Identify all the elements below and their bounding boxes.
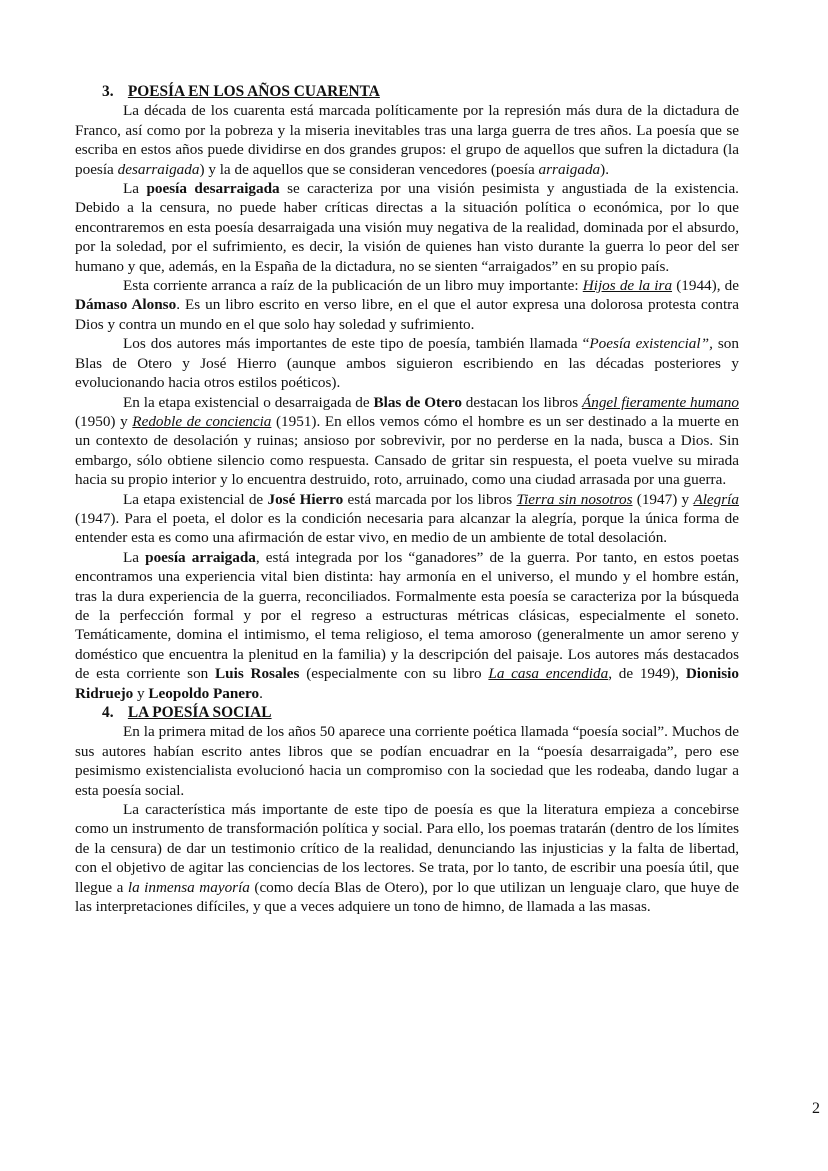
section-3-heading xyxy=(75,82,739,101)
section-number: 3. xyxy=(102,83,114,100)
section-number: 4. xyxy=(102,704,114,721)
book-title: Hijos de la ira xyxy=(582,277,673,295)
paragraph: En la primera mitad de los años 50 aparece una corriente poética llamada “poesía social”. Muchos de sus autores habían escrito antes libros que se podían encuadrar en la “poesía desarraigada”, pero ese pesimismo existencialista evolucionó hacia un compromiso con la sociedad que les rodeaba, dando lugar a esta poesía social. xyxy=(75,723,739,799)
book-title: Redoble de conciencia xyxy=(132,412,272,430)
paragraph: La poesía desarraigada se caracteriza por una visión pesimista y angustiada de la existencia. Debido a la censura, no puede haber críticas directas a la situación política o económica, por lo que encontraremos en esta poesía desarraigada una visión muy negativa de la realidad, dominada por el absurdo, por la soledad, por el sufrimiento, es decir, la visión de quienes han visto durante la guerra lo peor del ser humano y que, además, en la España de la dictadura, no se sienten “arraigados” en su propio país. xyxy=(75,180,739,275)
document-page xyxy=(75,82,739,916)
book-title: Alegría xyxy=(693,490,739,508)
paragraph: La poesía arraigada, está integrada por los “ganadores” de la guerra. Por tanto, en estos poetas encontramos una experiencia vital bien distinta: hay armonía en el universo, el mundo y el hombre están, tras la dura experiencia de la guerra, reconciliados. Formalmente esta poesía se caracteriza por la búsqueda de la perfección formal y por el regreso a estructuras métricas clásicas, especialmente el soneto. Temáticamente, domina el intimismo, el tema religioso, el tema amoroso (generalmente un amor sereno y doméstico que encuentra la plenitud en la familia) y la descripción del paisaje. Los autores más destacados de esta corriente son Luis Rosales (especialmente con su libro La casa encendida, de 1949), Dionisio Ridruejo y Leopoldo Panero. xyxy=(75,548,739,702)
paragraph: La característica más importante de este tipo de poesía es que la literatura empieza a concebirse como un instrumento de transformación política y social. Para ello, los poemas tratarán (dentro de los límites de la censura) de dar un testimonio crítico de la realidad, denunciando las injusticias y la falta de libertad, con el objetivo de agitar las conciencias de los lectores. Se trata, por lo tanto, de escribir una poesía útil, que llegue a la inmensa mayoría (como decía Blas de Otero), por lo que utilizan un lenguaje claro, que huye de las interpretaciones difíciles, y que a veces adquiere un tono de himno, de llamada a las masas. xyxy=(75,801,739,916)
paragraph: La etapa existencial de José Hierro está marcada por los libros Tierra sin nosotros (1947) y Alegría (1947). Para el poeta, el dolor es la condición necesaria para alcanzar la alegría, porque la única forma de entender esta es como una afirmación de estar vivo, en medio de un ambiente de total desolación. xyxy=(75,490,739,547)
page-number: 2 xyxy=(812,1100,820,1117)
book-title: Tierra sin nosotros xyxy=(516,490,633,508)
paragraph: La década de los cuarenta está marcada políticamente por la represión más dura de la dictadura de Franco, así como por la pobreza y la miseria inevitables tras una larga guerra de tres años. La poesía que se escriba en estos años puede dividirse en dos grandes grupos: el grupo de aquellos que sufren la dictadura (la poesía desarraigada) y la de aquellos que se consideran vencedores (poesía arraigada). xyxy=(75,102,739,178)
section-title: LA POESÍA SOCIAL xyxy=(127,704,272,721)
section-4-heading xyxy=(75,703,739,722)
paragraph: En la etapa existencial o desarraigada de Blas de Otero destacan los libros Ángel fieramente humano (1950) y Redoble de conciencia (1951). En ellos vemos cómo el hombre es un ser destinado a la muerte en un contexto de desolación y ruinas; ansioso por sobrevivir, por no perderse en la nada, busca a Dios. Sin embargo, sólo obtiene silencio como respuesta. Cansado de gritar sin respuesta, el poeta vuelve su mirada hacia su propio interior y lo encuentra destruido, roto, arruinado, como una ciudad arrasada por una guerra. xyxy=(75,393,740,489)
paragraph: Esta corriente arranca a raíz de la publicación de un libro muy importante: Hijos de la ira (1944), de Dámaso Alonso. Es un libro escrito en verso libre, en el que el autor expresa una dolorosa protesta contra Dios y contra un mundo en el que solo hay soledad y sufrimiento. xyxy=(75,277,739,333)
section-title: POESÍA EN LOS AÑOS CUARENTA xyxy=(127,83,380,100)
book-title: Ángel fieramente humano xyxy=(581,393,739,411)
book-title: La casa encendida xyxy=(488,665,609,683)
paragraph: Los dos autores más importantes de este tipo de poesía, también llamada “Poesía existencial”, son Blas de Otero y José Hierro (aunque ambos siguieron escribiendo en las décadas posteriores y evolucionando hacia otros estilos poéticos). xyxy=(75,335,739,392)
